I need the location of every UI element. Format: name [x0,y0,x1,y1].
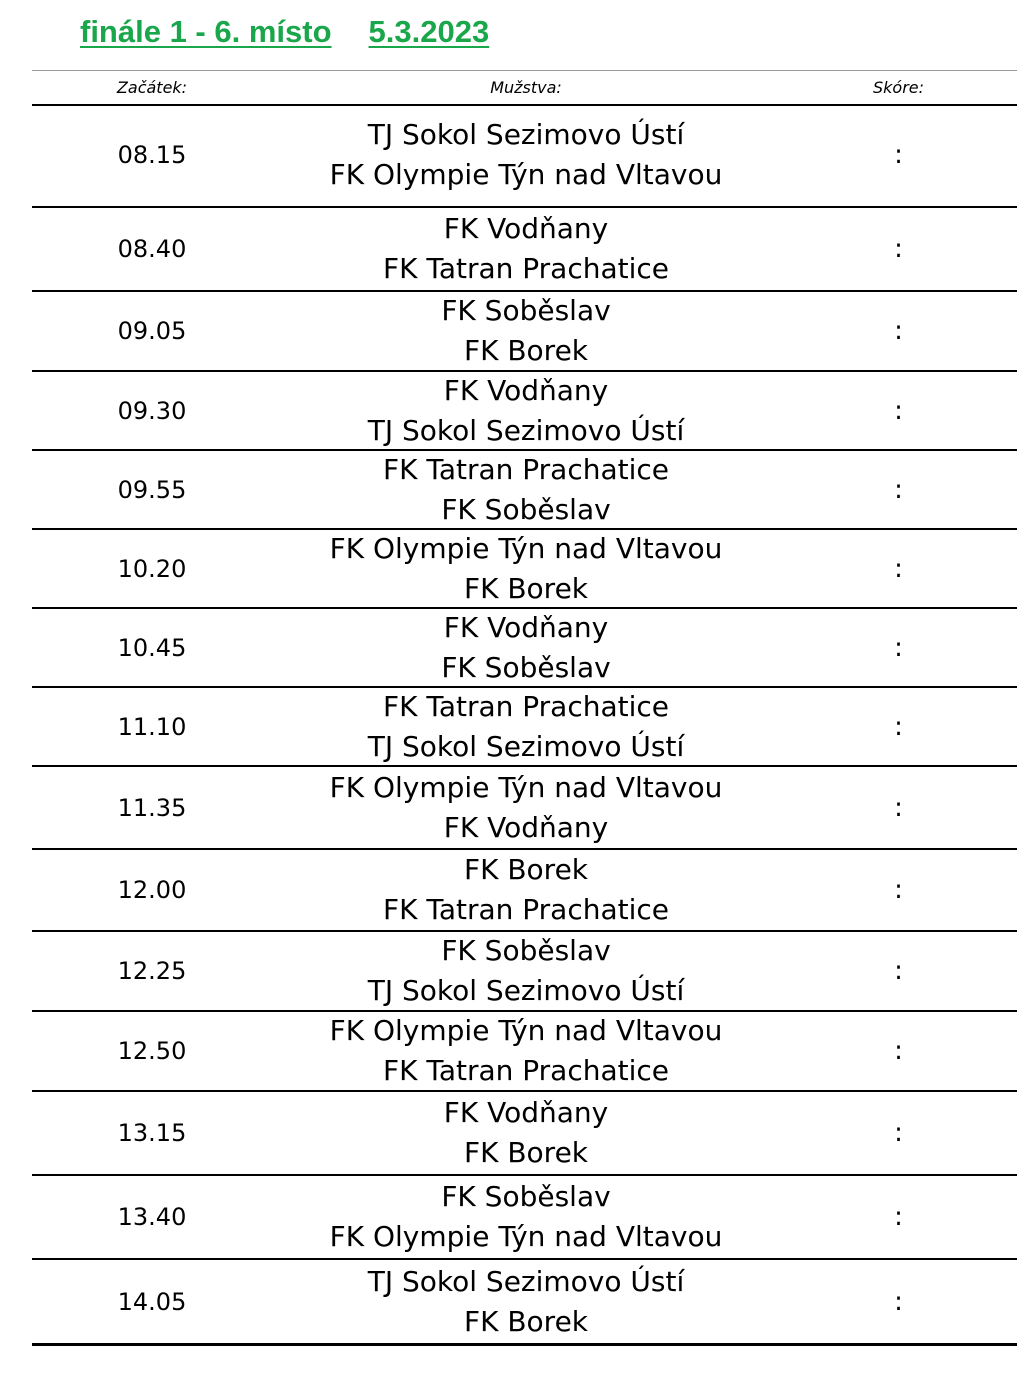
match-start-time: 11.10 [117,712,187,741]
match-start-time: 09.05 [117,317,187,345]
home-team: FK Vodňany [443,1096,609,1129]
match-score: : [894,1118,903,1148]
match-row [32,1012,1017,1092]
match-row [32,850,1017,932]
page-title [80,10,489,54]
away-team: TJ Sokol Sezimovo Ústí [367,974,685,1007]
match-score: : [894,140,903,170]
match-start-time: 08.15 [117,141,187,169]
match-score: : [894,316,903,346]
match-row [32,767,1017,850]
match-score: : [894,234,903,264]
match-teams [272,372,780,449]
match-start-time: 12.00 [117,876,187,904]
match-row [32,1260,1017,1346]
match-score: : [894,711,903,742]
match-start-time: 13.15 [117,1119,187,1147]
home-team: FK Olympie Týn nad Vltavou [329,1014,723,1047]
away-team: FK Tatran Prachatice [382,893,670,926]
match-score: : [894,875,903,905]
match-row [32,208,1017,292]
match-row [32,530,1017,609]
match-teams [272,1012,780,1090]
match-row [32,1092,1017,1176]
home-team: TJ Sokol Sezimovo Ústí [367,1264,685,1298]
match-teams [272,451,780,528]
match-start-time: 11.35 [117,793,187,822]
home-team: FK Tatran Prachatice [382,689,670,723]
match-teams [272,767,780,848]
match-teams [272,932,780,1010]
match-teams [272,530,780,607]
home-team: FK Olympie Týn nad Vltavou [329,770,723,804]
match-score: : [894,1036,903,1066]
title-date: 5.3.2023 [368,14,490,49]
away-team: FK Tatran Prachatice [382,1054,670,1087]
match-score: : [894,553,903,584]
home-team: FK Borek [463,853,589,886]
match-teams [272,609,780,686]
away-team: TJ Sokol Sezimovo Ústí [367,413,685,447]
away-team: FK Borek [463,334,589,367]
match-score: : [894,474,903,505]
away-team: FK Olympie Týn nad Vltavou [329,1220,723,1253]
match-start-time: 09.55 [117,475,187,504]
header-start-time: Začátek: [116,78,188,97]
home-team: FK Vodňany [443,373,609,407]
match-score: : [894,632,903,663]
home-team: FK Soběslav [441,294,611,327]
away-team: FK Olympie Týn nad Vltavou [329,158,723,191]
match-teams [272,850,780,930]
match-row [32,292,1017,372]
top-divider [32,70,1017,71]
match-start-time: 10.20 [117,554,187,583]
away-team: FK Tatran Prachatice [382,252,670,285]
match-start-time: 08.40 [117,235,187,263]
away-team: FK Soběslav [441,650,611,684]
match-teams [272,104,780,206]
match-score: : [894,956,903,986]
home-team: FK Vodňany [443,610,609,644]
match-start-time: 10.45 [117,633,187,662]
home-team: FK Soběslav [441,1180,611,1213]
match-teams [272,1176,780,1258]
match-row [32,372,1017,451]
away-team: FK Borek [463,571,589,605]
match-row [32,451,1017,530]
match-teams [272,208,780,290]
match-score: : [894,395,903,426]
header-teams: Mužstva: [490,78,562,97]
match-start-time: 12.50 [117,1037,187,1065]
match-table [32,104,1017,1346]
away-team: FK Soběslav [441,492,611,526]
home-team: FK Olympie Týn nad Vltavou [329,531,723,565]
match-score: : [894,1286,903,1317]
title-text: finále 1 - 6. místo [80,14,332,49]
match-start-time: 12.25 [117,957,187,985]
home-team: FK Vodňany [443,212,609,245]
away-team: FK Borek [463,1304,589,1338]
home-team: FK Soběslav [441,934,611,967]
match-row [32,932,1017,1012]
match-start-time: 13.40 [117,1203,187,1231]
home-team: TJ Sokol Sezimovo Ústí [367,118,685,151]
match-teams [272,292,780,370]
away-team: FK Vodňany [443,810,609,844]
match-score: : [894,1202,903,1232]
match-row [32,609,1017,688]
match-teams [272,688,780,765]
home-team: FK Tatran Prachatice [382,452,670,486]
table-header [32,72,1017,106]
match-row [32,104,1017,208]
match-row [32,688,1017,767]
match-score: : [894,792,903,823]
match-teams [272,1092,780,1174]
match-teams [272,1260,780,1343]
header-score: Skóre: [872,78,925,97]
away-team: FK Borek [463,1136,589,1169]
away-team: TJ Sokol Sezimovo Ústí [367,729,685,763]
match-start-time: 09.30 [117,396,187,425]
match-start-time: 14.05 [117,1287,187,1316]
match-row [32,1176,1017,1260]
